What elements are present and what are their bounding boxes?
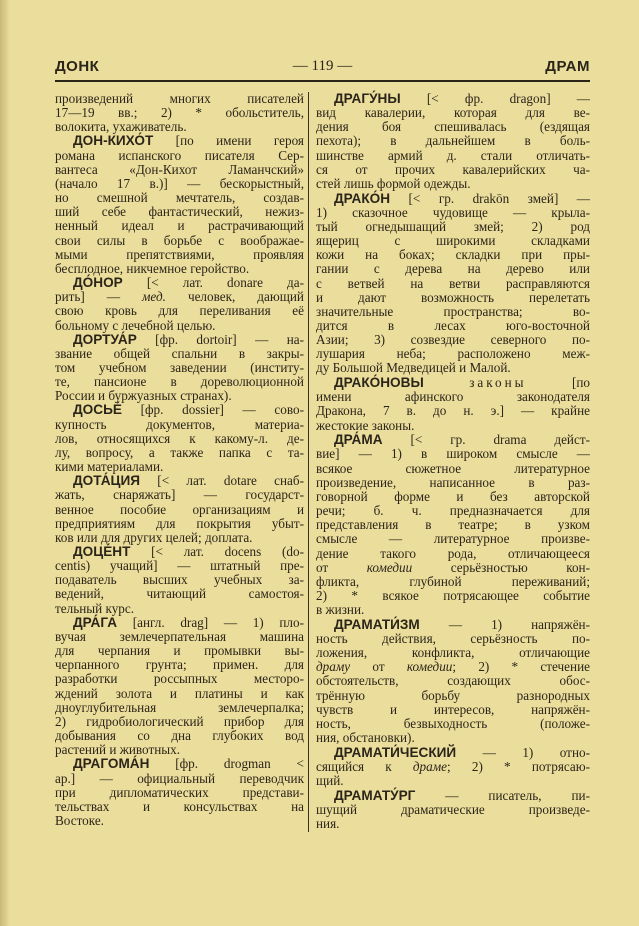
dictionary-entry <box>55 616 304 758</box>
text-run: [< лат. docens (do- <box>130 544 304 559</box>
text-run: [фр. drogman < <box>149 756 304 772</box>
text-line <box>55 772 304 786</box>
text-run: но смешной мечтатель, создав- <box>55 190 304 206</box>
text-line <box>55 92 304 106</box>
text-line <box>316 361 590 375</box>
text-line <box>55 658 304 672</box>
text-run: подаватель высших учебных за- <box>55 572 304 588</box>
headword: ДО́НОР <box>73 275 123 291</box>
text-line <box>55 573 304 587</box>
text-run: ждений золота и платины и как <box>55 685 304 701</box>
text-line <box>55 587 304 601</box>
text-line <box>316 177 590 191</box>
text-line <box>55 319 304 333</box>
text-line <box>55 757 304 771</box>
dictionary-entry <box>316 433 590 617</box>
text-run: шинстве армий д. стали отличать- <box>316 147 590 163</box>
text-run: больному с лечебной целью. <box>55 317 216 333</box>
text-run: вучая землечерпательная машина <box>55 628 304 644</box>
text-run: представления в театре; в узком <box>316 517 590 533</box>
text-line <box>316 106 590 120</box>
text-line <box>55 177 304 191</box>
text-line <box>316 248 590 262</box>
text-line <box>55 432 304 446</box>
text-run: жать, снаряжать] — государст- <box>55 487 304 503</box>
headword: ДРА́МА <box>334 432 383 448</box>
text-run: растений и животных. <box>55 742 181 758</box>
text-run: лушария неба; расположено меж- <box>316 346 590 362</box>
text-run: добывания со дна глубоких вод <box>55 728 304 744</box>
text-line <box>55 134 304 148</box>
text-line <box>55 191 304 205</box>
italic-term: мед. <box>142 289 166 305</box>
text-line <box>55 234 304 248</box>
headword: ДРА́ГА <box>73 614 118 630</box>
text-run: — писатель, пи- <box>415 787 590 803</box>
text-run: [< лат. dotare снаб- <box>140 473 304 489</box>
text-run: шущий драматические произведе- <box>316 801 590 817</box>
text-line <box>316 206 590 220</box>
text-run: 2) гидробиологический прибор для <box>55 713 304 729</box>
text-line <box>316 504 590 518</box>
text-line <box>55 672 304 686</box>
dictionary-entry <box>55 403 304 474</box>
text-run: Азии; 3) созвездие северного по- <box>316 332 590 348</box>
dictionary-entry <box>316 789 590 831</box>
text-line <box>316 404 590 418</box>
text-line <box>316 120 590 134</box>
text-line <box>55 163 304 177</box>
text-run: рить] — <box>55 289 143 305</box>
text-run: свою кровь для переливания её <box>55 303 304 319</box>
headword: ДРАКО́НОВЫ <box>334 375 424 391</box>
text-line <box>316 703 590 717</box>
text-run: ся от прочих кавалерийских ча- <box>316 161 590 177</box>
text-run: стей лишь формой одежды. <box>316 175 471 191</box>
text-line <box>55 120 304 134</box>
text-line <box>316 149 590 163</box>
text-line <box>316 192 590 206</box>
text-run: свои силы в борьбе с воображае- <box>55 232 304 248</box>
text-line <box>316 490 590 504</box>
text-line <box>316 746 590 760</box>
text-line <box>316 803 590 817</box>
text-line <box>55 630 304 644</box>
text-run: черпанного грунта; примен. для <box>55 657 304 673</box>
text-line <box>316 789 590 803</box>
text-run: России и буржуазных странах). <box>55 388 232 404</box>
text-line <box>316 277 590 291</box>
text-run: Дракона, 7 в. до н. э.] — крайне <box>316 403 590 419</box>
text-run: звание общей спальни в закры- <box>55 345 304 361</box>
text-line <box>316 674 590 688</box>
text-run: ведений, читающий самостоя- <box>55 586 304 602</box>
text-line <box>55 304 304 318</box>
text-run: пехота); в дальнейшем в боль- <box>316 133 590 149</box>
text-line <box>316 433 590 447</box>
text-line <box>316 234 590 248</box>
text-line <box>316 319 590 333</box>
left-column <box>55 92 304 828</box>
text-line <box>316 305 590 319</box>
text-line <box>316 92 590 106</box>
text-run: тый огнедышащий змей; 2) род <box>316 218 590 234</box>
page-edge-shadow <box>0 0 10 926</box>
text-line <box>316 774 590 788</box>
text-run: тельствах и консульствах на <box>55 798 304 814</box>
text-line <box>55 149 304 163</box>
text-run: [по имени героя <box>153 133 304 149</box>
text-run: чувств и интересов, напряжён- <box>316 701 590 717</box>
text-run: произведений многих писателей <box>55 91 304 106</box>
text-run: лу, вопросу, а также папка с та- <box>55 444 304 460</box>
dictionary-entry <box>316 192 590 376</box>
text-run: (начало 17 в.)] — бескорыстный, <box>55 175 304 191</box>
text-line <box>55 248 304 262</box>
text-run: ков или для других целей; доплата. <box>55 529 253 545</box>
italic-term: драме <box>412 758 448 774</box>
text-run: [фр. dortoir] — на- <box>136 331 304 347</box>
text-line <box>55 219 304 233</box>
text-run: centis) учащий] — штатный пре- <box>55 558 304 574</box>
text-line <box>316 689 590 703</box>
text-line <box>316 476 590 490</box>
text-run: ; 2) * потрясаю- <box>447 758 590 774</box>
column-divider <box>308 92 309 832</box>
text-line <box>55 517 304 531</box>
text-run: ния, обстановки). <box>316 730 415 746</box>
text-line <box>55 446 304 460</box>
text-run: вид кавалерии, которая для ве- <box>316 105 590 121</box>
text-line <box>55 276 304 290</box>
text-line <box>316 717 590 731</box>
text-line <box>55 106 304 120</box>
header-rule <box>55 80 590 82</box>
text-line <box>55 361 304 375</box>
right-column <box>316 92 590 831</box>
headword: ДОН-КИХО́Т <box>73 133 154 149</box>
text-run: ар.] — официальный переводчик <box>55 770 304 786</box>
text-line <box>316 390 590 404</box>
text-run: тельный курс. <box>55 600 135 616</box>
text-run: романа испанского писателя Сер- <box>55 147 304 163</box>
text-run: дения боя спешивалась (ездящая <box>316 119 590 135</box>
text-line <box>55 531 304 545</box>
text-run: те, пансионе в дореволюционной <box>55 374 304 390</box>
text-line <box>316 646 590 660</box>
text-run: всякое сюжетное литературное <box>316 460 590 476</box>
text-line <box>316 618 590 632</box>
text-line <box>55 389 304 403</box>
text-run: ; 2) * стечение <box>452 659 591 675</box>
text-run: мыми препятствиями, проявляя <box>55 246 304 262</box>
text-run: ду Большой Медведицей и Малой. <box>316 360 511 376</box>
text-run: ненный идеал и растрачивающий <box>55 218 304 234</box>
running-header <box>55 58 590 80</box>
text-line <box>55 262 304 276</box>
headword: ДОЦЕ́НТ <box>73 544 131 559</box>
text-line <box>55 403 304 417</box>
left-guide-word: ДОНК <box>55 58 100 75</box>
text-run: вантеса «Дон-Кихот Ламанчский» <box>55 161 304 177</box>
text-run: говорной форме и без авторской <box>316 488 590 504</box>
text-line <box>316 447 590 461</box>
text-line <box>316 220 590 234</box>
text-run: человек, дающий <box>165 289 304 305</box>
text-run: смысле — литературное произве- <box>316 531 590 547</box>
headword: ДРАМАТУ́РГ <box>334 787 416 803</box>
text-run: венное пособие организациям и <box>55 501 304 517</box>
text-line <box>55 687 304 701</box>
text-line <box>55 715 304 729</box>
text-run: [< фр. dragon] — <box>400 91 590 106</box>
text-line <box>316 532 590 546</box>
text-run: [< лат. donare да- <box>122 275 304 291</box>
text-run: для черпания и промывки вы- <box>55 643 304 659</box>
text-line <box>55 729 304 743</box>
text-line <box>55 418 304 432</box>
text-line <box>316 333 590 347</box>
text-run: [фр. dossier] — сово- <box>121 402 304 418</box>
text-line <box>316 376 590 390</box>
italic-term: комедии <box>366 559 413 575</box>
text-run: [по <box>526 375 590 391</box>
text-run: речи; б. ч. предназначается для <box>316 503 590 519</box>
text-run: купность документов, материа- <box>55 416 304 432</box>
headword: ДОРТУА́Р <box>73 331 137 347</box>
text-run: — 1) отно- <box>456 744 590 760</box>
dictionary-entry <box>55 276 304 333</box>
headword: ДРАМАТИ́ЧЕСКИЙ <box>334 744 457 760</box>
text-run: волокита, ухаживатель. <box>55 119 187 135</box>
dictionary-entry <box>55 134 304 276</box>
dictionary-entry <box>316 618 590 745</box>
dictionary-entry <box>55 474 304 545</box>
headword: ДОТА́ЦИЯ <box>73 473 140 489</box>
text-run: ния. <box>316 815 340 831</box>
text-run: ность действия, серьёзность по- <box>316 630 590 646</box>
text-line <box>55 347 304 361</box>
text-run: дится в лесах юго-восточной <box>316 318 590 333</box>
dictionary-entry <box>55 757 304 828</box>
text-line <box>316 561 590 575</box>
dictionary-entry <box>55 545 304 616</box>
text-line <box>316 632 590 646</box>
text-line <box>316 134 590 148</box>
headword: ДОСЬЕ́ <box>73 402 122 418</box>
text-line <box>55 701 304 715</box>
text-line <box>55 644 304 658</box>
dictionary-entry <box>316 376 590 433</box>
headword: ДРАГУ́НЫ <box>334 91 401 106</box>
text-line <box>316 575 590 589</box>
text-run: от <box>350 659 407 675</box>
text-run: ность, безвыходность (положе- <box>316 715 590 731</box>
text-run: в жизни. <box>316 602 365 618</box>
text-run: кими материалами. <box>55 459 164 475</box>
text-run: бесплодное, никчемное геройство. <box>55 260 250 276</box>
dictionary-entry <box>55 92 304 134</box>
text-line <box>316 419 590 433</box>
text-run: серьёзностью кон- <box>412 559 591 575</box>
text-line <box>55 559 304 573</box>
text-run: от <box>316 559 367 575</box>
right-guide-word: ДРАМ <box>545 58 590 75</box>
text-run: разработки россыпных месторо- <box>55 671 304 687</box>
text-run: имени афинского законодателя <box>316 389 590 405</box>
text-line <box>316 817 590 831</box>
text-run: ший себе фантастический, нежиз- <box>55 204 304 220</box>
text-line <box>55 503 304 517</box>
text-run: [< гр. drakōn змей] — <box>390 190 590 206</box>
text-line <box>316 262 590 276</box>
text-run: жестокие законы. <box>316 417 415 433</box>
dictionary-entry <box>316 746 590 788</box>
text-line <box>55 800 304 814</box>
text-line <box>316 291 590 305</box>
text-run: обстоятельств, создающих обос- <box>316 673 590 689</box>
italic-term: комедии <box>406 659 453 675</box>
headword: ДРАМАТИ́ЗМ <box>334 616 420 632</box>
text-run: с ветвей на ветви расправляются <box>316 275 590 291</box>
dictionary-entry <box>316 92 590 191</box>
text-line <box>316 589 590 603</box>
text-run: Востоке. <box>55 812 104 828</box>
text-line <box>55 743 304 757</box>
text-line <box>55 488 304 502</box>
text-line <box>55 474 304 488</box>
text-run: 2) * всякое потрясающее событие <box>316 587 590 603</box>
dictionary-entry <box>55 333 304 404</box>
text-run: и дают возможность перелетать <box>316 289 590 305</box>
text-line <box>316 347 590 361</box>
text-run: при дипломатических представи- <box>55 784 304 800</box>
text-run: фликта, глубиной переживаний; <box>316 573 590 589</box>
text-line <box>316 518 590 532</box>
italic-term: драму <box>316 659 351 675</box>
page-number: — 119 — <box>292 58 353 74</box>
text-line <box>316 760 590 774</box>
text-run: кожи на боках; складки при пры- <box>316 247 590 263</box>
text-line <box>55 602 304 616</box>
text-run: трённую борьбу разнородных <box>316 687 590 703</box>
text-line <box>55 290 304 304</box>
text-line <box>55 814 304 828</box>
text-run: вие] — 1) в широком смысле — <box>316 446 590 462</box>
headword: ДРАКО́Н <box>334 190 391 206</box>
text-line <box>55 786 304 800</box>
text-line <box>55 460 304 474</box>
text-line <box>55 205 304 219</box>
text-run: ящериц с широкими складками <box>316 233 590 249</box>
text-line <box>316 462 590 476</box>
headword: ДРАГОМА́Н <box>73 756 150 772</box>
text-run: 17—19 вв.; 2) * обольститель, <box>55 105 304 121</box>
text-run: дноуглубительная землечерпалка; <box>55 699 304 715</box>
text-run: том учебном заведении (институ- <box>55 359 304 375</box>
text-run: — 1) напряжён- <box>419 616 590 632</box>
text-line <box>316 731 590 745</box>
text-run: щий. <box>316 773 344 788</box>
text-line <box>316 547 590 561</box>
text-line <box>55 616 304 630</box>
text-line <box>316 163 590 177</box>
text-run: предприятиям для покрытия убыт- <box>55 515 304 531</box>
text-line <box>316 603 590 617</box>
text-run: значительные пространства; во- <box>316 303 590 319</box>
text-run: лов, относящихся к какому-л. де- <box>55 430 304 446</box>
spaced-term: законы <box>469 375 527 391</box>
text-run: [англ. drag] — 1) пло- <box>117 614 304 630</box>
text-run: ложения, конфликта, отличающие <box>316 645 590 661</box>
text-run: дение такого рода, отличающееся <box>316 545 590 561</box>
text-line <box>55 375 304 389</box>
text-run <box>424 375 469 390</box>
text-run: сящийся к <box>316 758 413 774</box>
text-run: [< гр. drama дейст- <box>382 432 590 448</box>
text-line <box>316 660 590 674</box>
text-run: 1) сказочное чудовище — крыла- <box>316 204 590 220</box>
text-run: гании с дерева на дерево или <box>316 261 590 277</box>
text-run: произведение, написанное в раз- <box>316 474 590 490</box>
text-line <box>55 333 304 347</box>
text-line <box>55 545 304 559</box>
